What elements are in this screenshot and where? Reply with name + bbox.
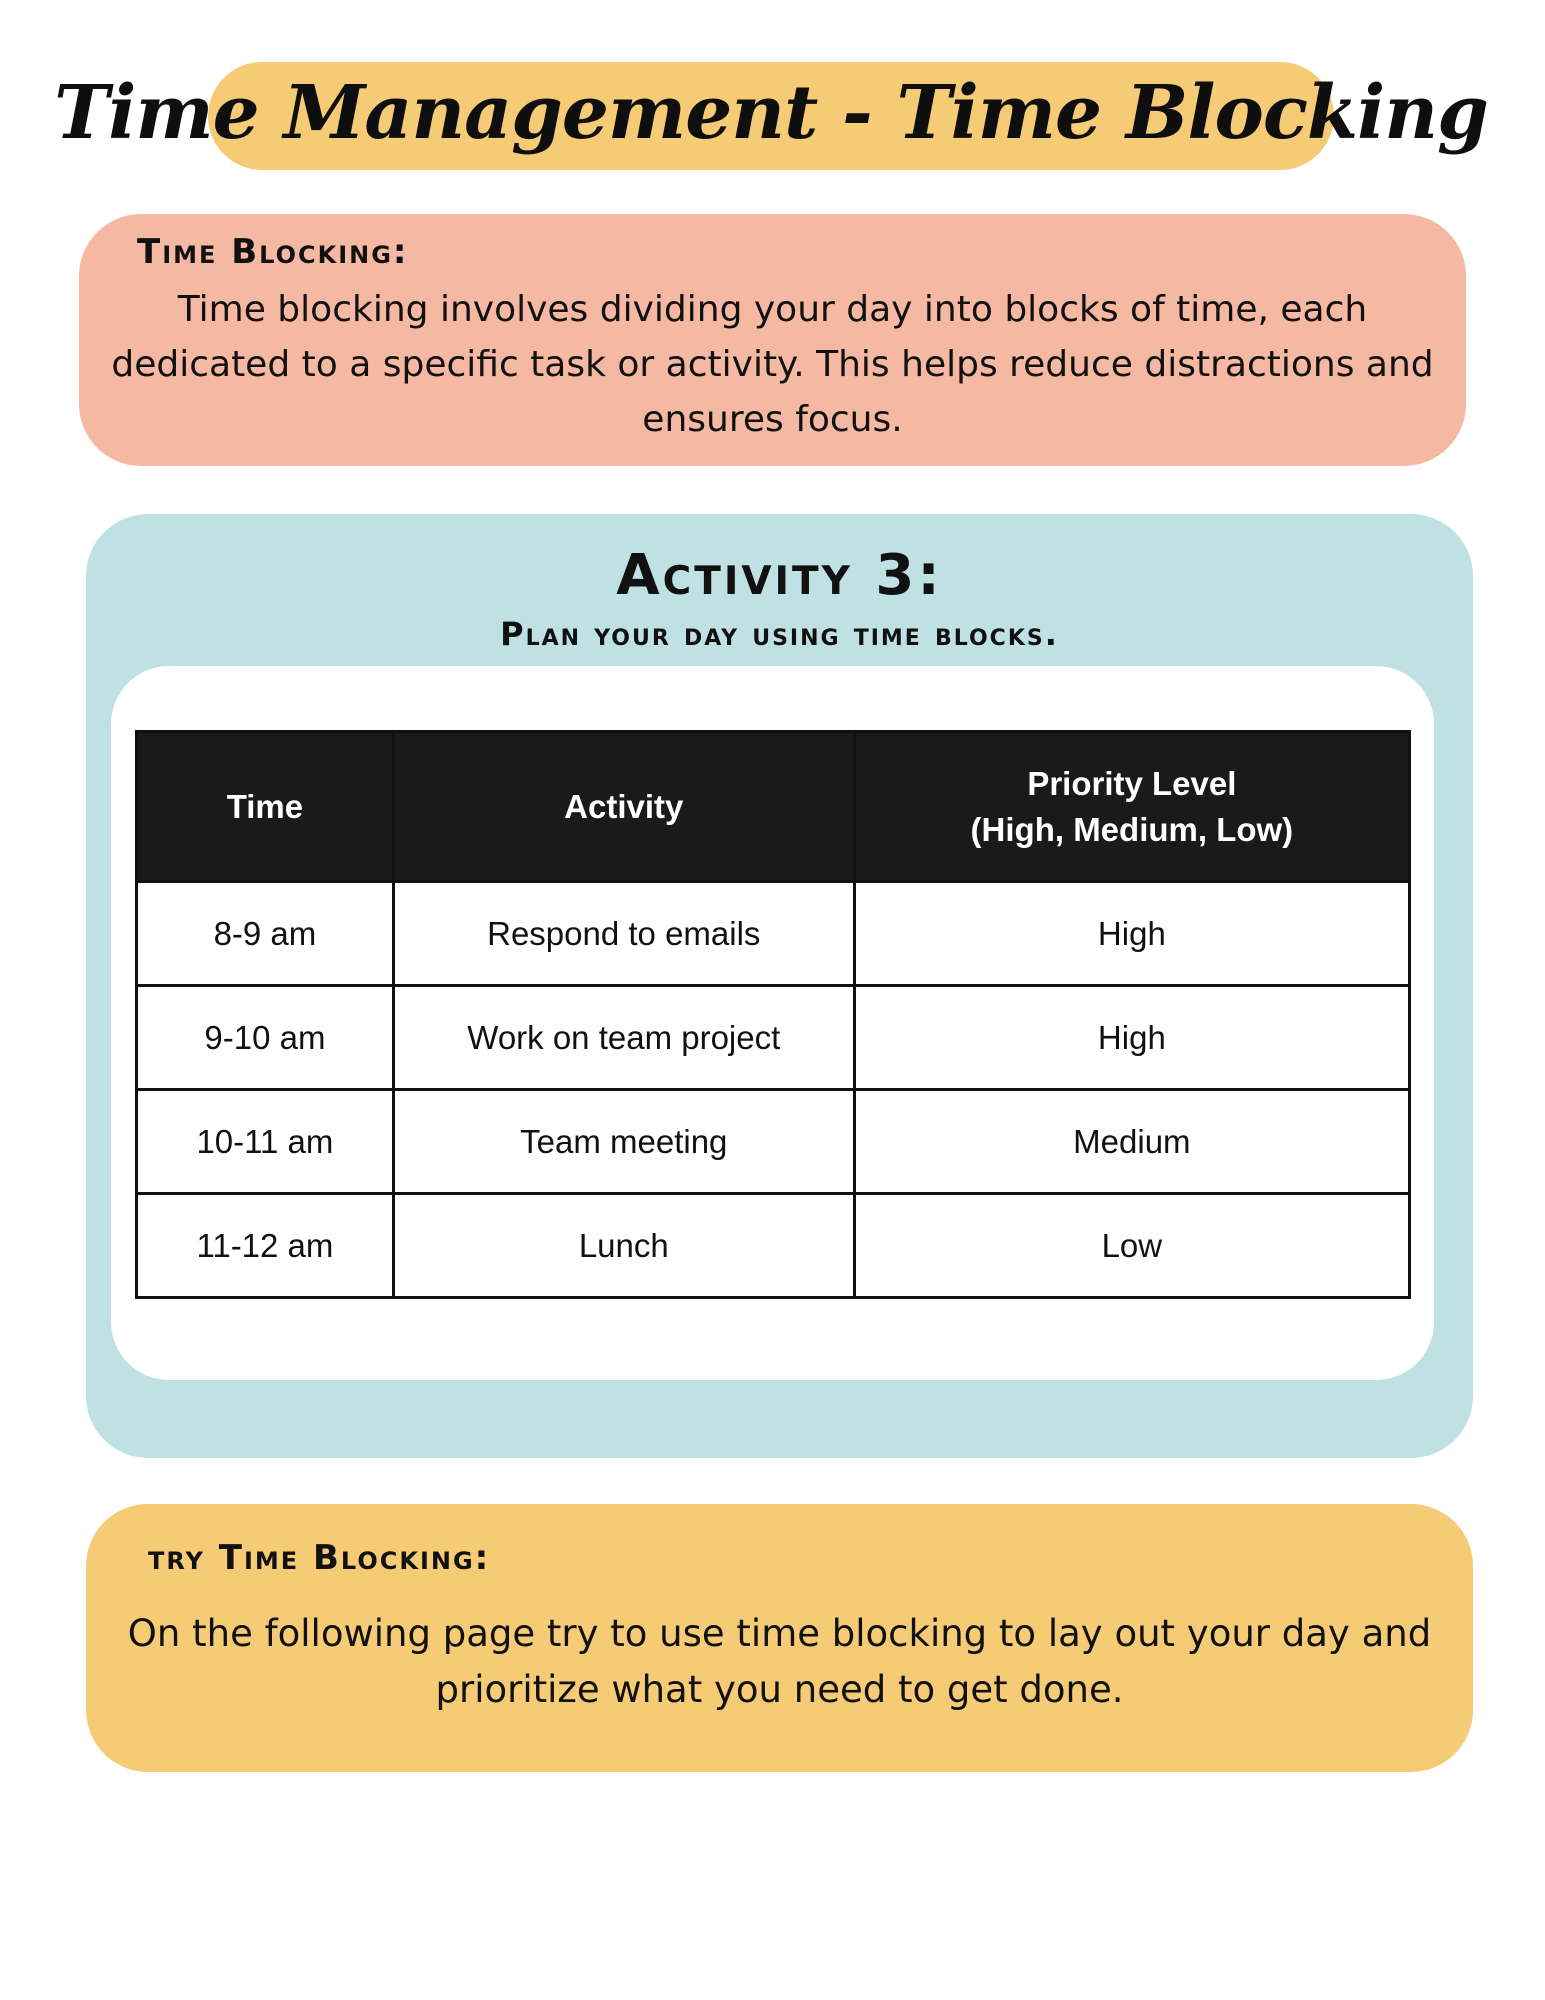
header-priority-line1: Priority Level bbox=[1027, 764, 1237, 802]
intro-card bbox=[79, 214, 1466, 466]
table-row bbox=[137, 882, 1410, 986]
activity-subheading: Plan your day using time blocks. bbox=[500, 615, 1059, 653]
try-heading: try Time Blocking: bbox=[148, 1538, 491, 1578]
intro-heading: Time Blocking: bbox=[137, 232, 409, 272]
header-time: Time bbox=[137, 732, 394, 882]
time-blocks-table bbox=[135, 730, 1411, 1299]
cell-priority: High bbox=[854, 882, 1409, 986]
page-title: Time Management - Time Blocking bbox=[54, 70, 1488, 156]
cell-activity: Work on team project bbox=[393, 986, 854, 1090]
activity-card bbox=[86, 514, 1473, 1458]
cell-priority: High bbox=[854, 986, 1409, 1090]
cell-activity: Team meeting bbox=[393, 1090, 854, 1194]
header-priority bbox=[854, 732, 1409, 882]
cell-activity: Respond to emails bbox=[393, 882, 854, 986]
activity-heading: Activity 3: bbox=[616, 543, 943, 608]
table-header-row bbox=[137, 732, 1410, 882]
cell-time: 11-12 am bbox=[137, 1194, 394, 1298]
try-card bbox=[86, 1504, 1473, 1772]
try-body: On the following page try to use time blocking to lay out your day and prioritize what you need to get done. bbox=[127, 1612, 1432, 1711]
cell-priority: Low bbox=[854, 1194, 1409, 1298]
cell-time: 8-9 am bbox=[137, 882, 394, 986]
cell-time: 9-10 am bbox=[137, 986, 394, 1090]
title-banner bbox=[54, 62, 1488, 170]
cell-time: 10-11 am bbox=[137, 1090, 394, 1194]
table-panel bbox=[111, 666, 1434, 1380]
header-activity: Activity bbox=[393, 732, 854, 882]
table-row bbox=[137, 1194, 1410, 1298]
header-priority-line2: (High, Medium, Low) bbox=[970, 810, 1294, 848]
intro-body: Time blocking involves dividing your day into blocks of time, each dedicated to a specific task or activity. This helps reduce distractions and ensures focus. bbox=[111, 289, 1434, 440]
cell-activity: Lunch bbox=[393, 1194, 854, 1298]
table-row bbox=[137, 986, 1410, 1090]
table-row bbox=[137, 1090, 1410, 1194]
cell-priority: Medium bbox=[854, 1090, 1409, 1194]
